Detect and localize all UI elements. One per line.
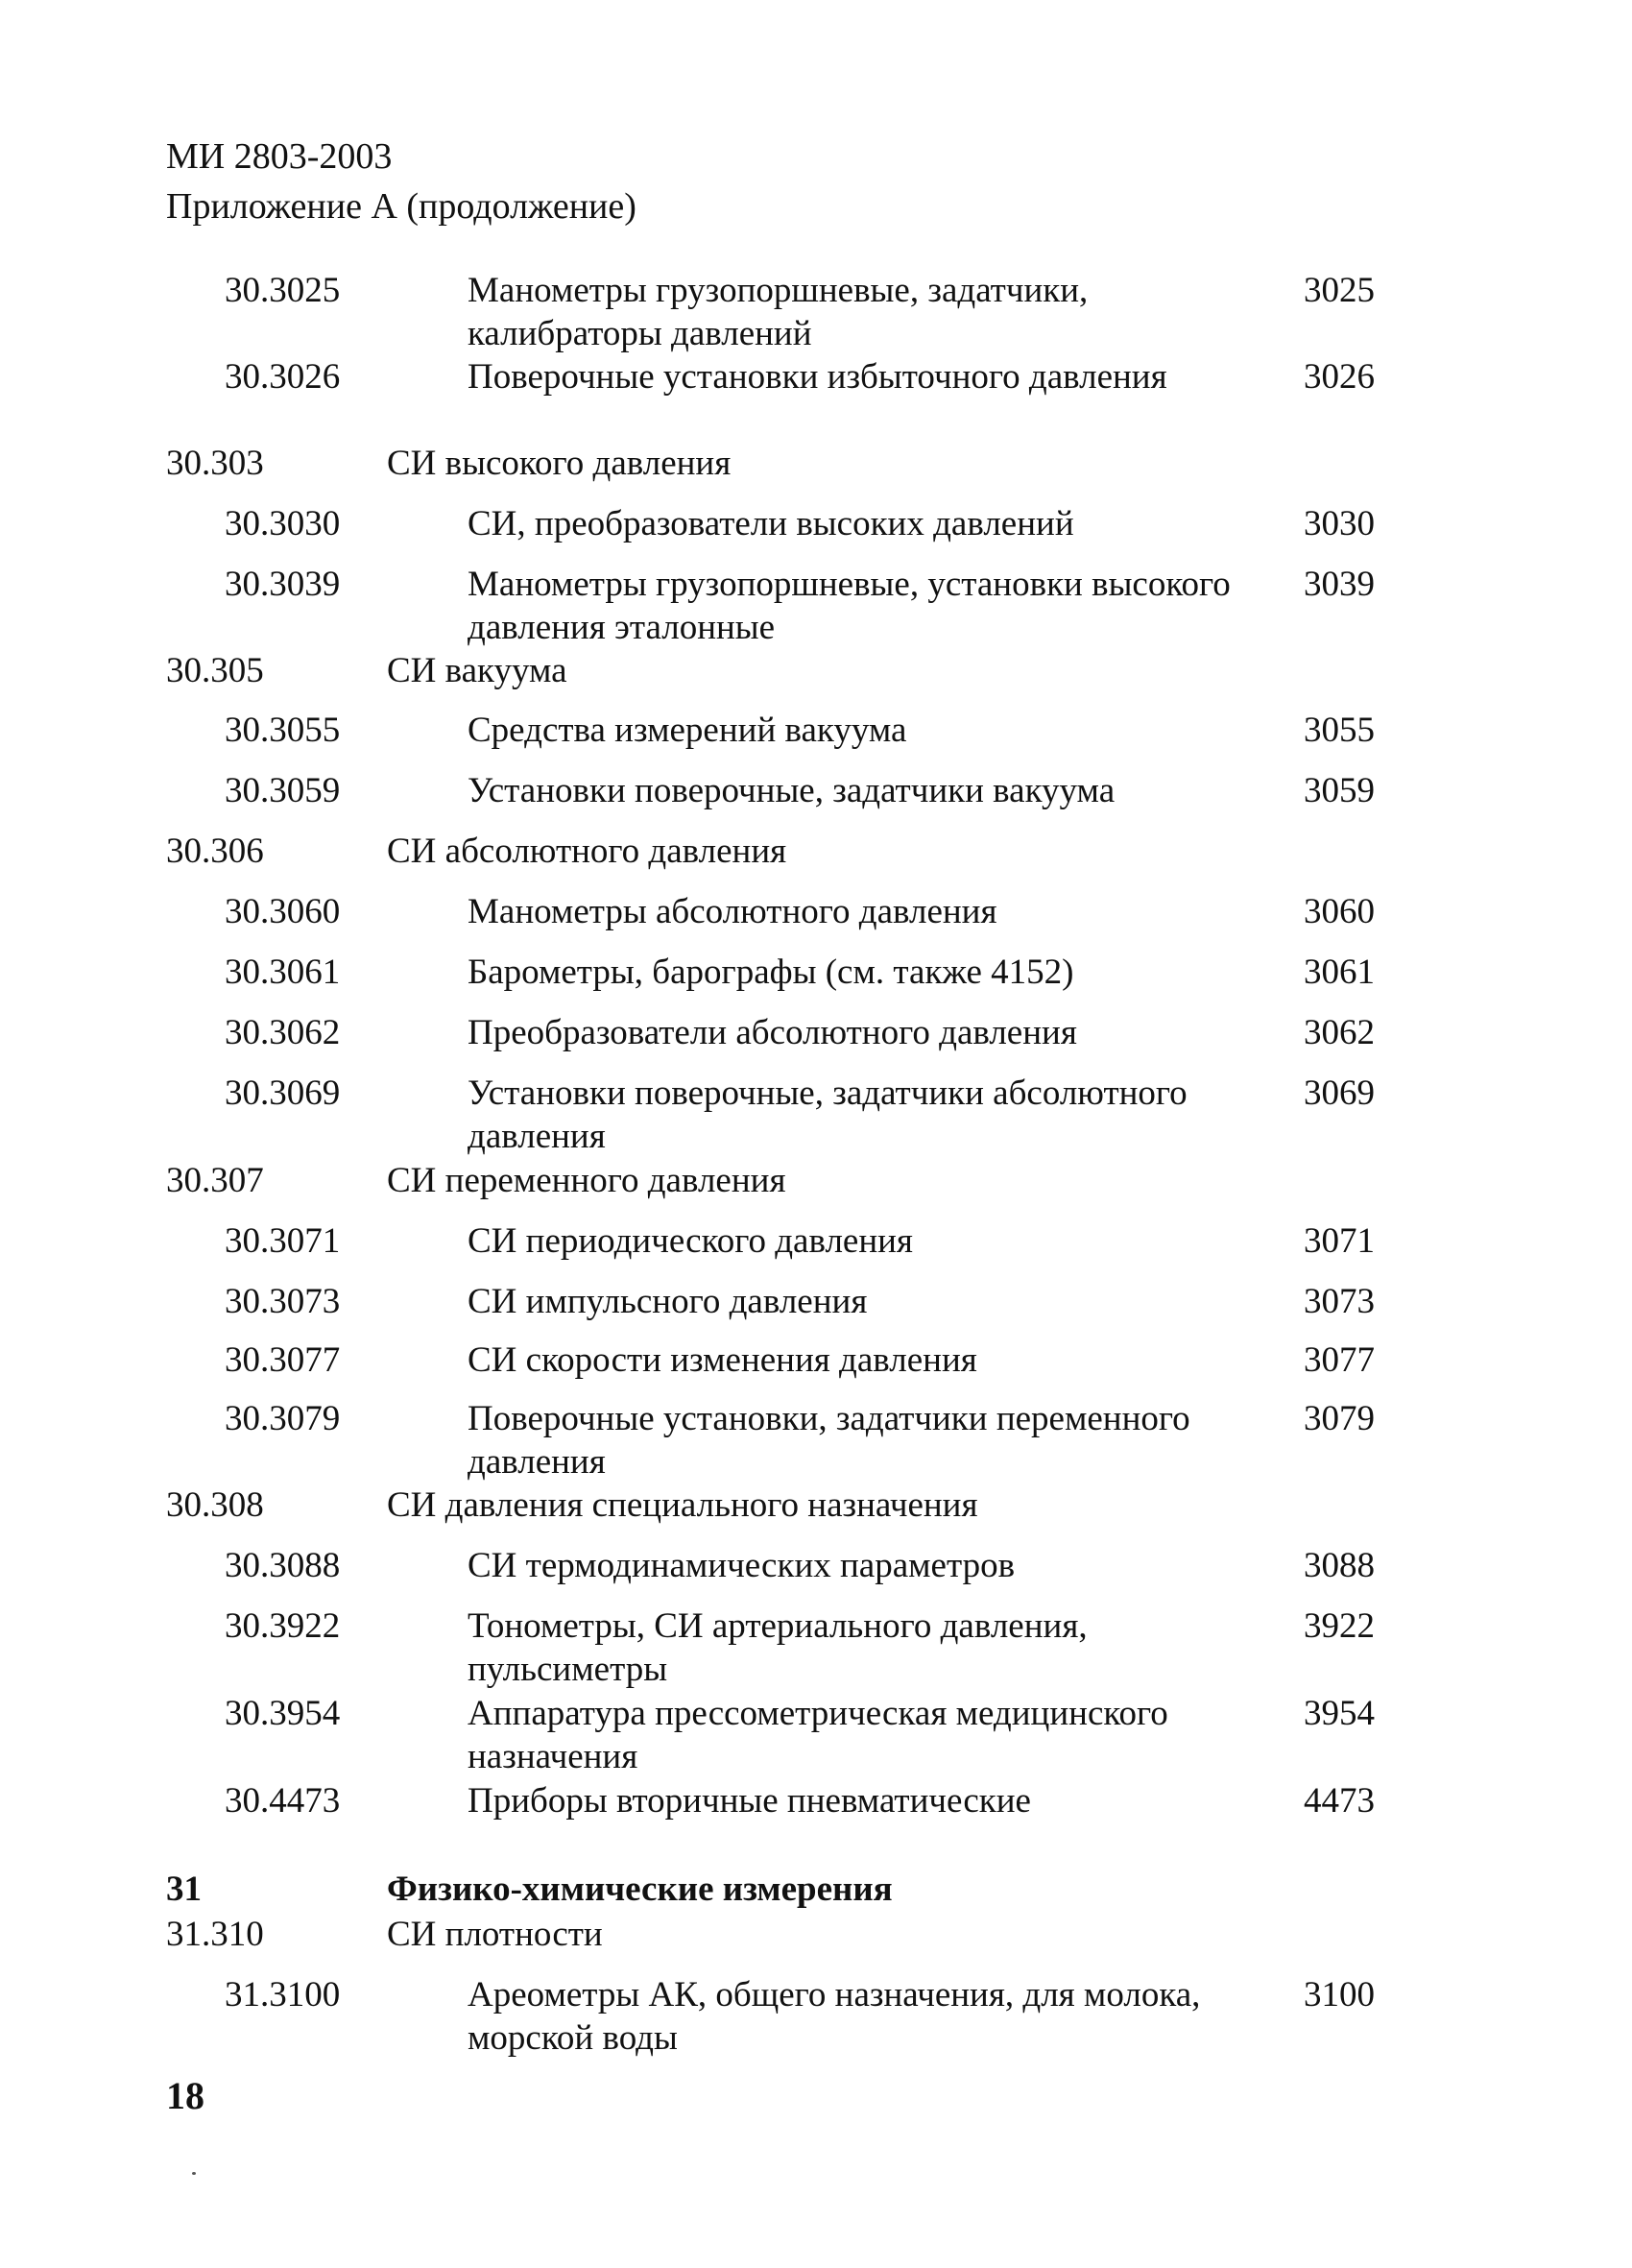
row-number: 3062 (1304, 1013, 1375, 1052)
row-number: 3030 (1304, 504, 1375, 543)
row-description: Поверочные установки избыточного давления (468, 357, 1167, 397)
row-description: СИ абсолютного давления (387, 832, 787, 871)
row-code: 30.3039 (225, 565, 341, 604)
document-code: МИ 2803-2003 (166, 136, 393, 177)
row-code: 30.3922 (225, 1606, 341, 1646)
row-number: 3069 (1304, 1074, 1375, 1113)
row-description: Тонометры, СИ артериального давления, пульсиметры (468, 1606, 1088, 1689)
row-code: 31.3100 (225, 1975, 341, 2015)
row-number: 3922 (1304, 1606, 1375, 1646)
row-description: Манометры абсолютного давления (468, 892, 997, 931)
row-description: СИ термодинамических параметров (468, 1546, 1016, 1585)
row-code: 30.305 (166, 651, 264, 690)
row-description: Барометры, барографы (см. также 4152) (468, 953, 1074, 992)
row-description: Преобразователи абсолютного давления (468, 1013, 1077, 1052)
row-number: 3060 (1304, 892, 1375, 931)
row-number: 3071 (1304, 1221, 1375, 1261)
row-description: Поверочные установки, задатчики переменного давления (468, 1399, 1190, 1482)
row-code: 30.3026 (225, 357, 341, 397)
row-code: 31.310 (166, 1915, 264, 1954)
scan-speck (192, 2172, 196, 2175)
page-number: 18 (166, 2074, 204, 2117)
row-code: 30.308 (166, 1485, 264, 1525)
row-description: Установки поверочные, задатчики вакуума (468, 771, 1116, 810)
row-description: СИ периодического давления (468, 1221, 913, 1261)
row-description: Манометры грузопоршневые, задатчики, калибраторы давлений (468, 271, 1089, 353)
row-number: 3079 (1304, 1399, 1375, 1438)
row-description: СИ плотности (387, 1915, 603, 1954)
row-code: 30.307 (166, 1161, 264, 1200)
appendix-subtitle: Приложение А (продолжение) (166, 186, 636, 227)
row-number: 4473 (1304, 1781, 1375, 1821)
row-description: СИ вакуума (387, 651, 567, 690)
row-code: 30.3069 (225, 1074, 341, 1113)
row-code: 30.3079 (225, 1399, 341, 1438)
row-number: 3100 (1304, 1975, 1375, 2015)
row-description: Физико-химические измерения (387, 1870, 893, 1909)
row-number: 3039 (1304, 565, 1375, 604)
row-number: 3055 (1304, 711, 1375, 750)
row-description: СИ импульсного давления (468, 1282, 868, 1321)
row-code: 30.3059 (225, 771, 341, 810)
row-code: 30.303 (166, 444, 264, 483)
row-number: 3077 (1304, 1340, 1375, 1380)
row-description: Манометры грузопоршневые, установки высокого давления эталонные (468, 565, 1231, 647)
row-code: 30.3071 (225, 1221, 341, 1261)
row-description: Средства измерений вакуума (468, 711, 907, 750)
row-code: 30.3055 (225, 711, 341, 750)
row-description: СИ высокого давления (387, 444, 732, 483)
row-number: 3026 (1304, 357, 1375, 397)
row-description: СИ скорости изменения давления (468, 1340, 977, 1380)
row-number: 3025 (1304, 271, 1375, 310)
row-code: 30.4473 (225, 1781, 341, 1821)
row-description: СИ давления специального назначения (387, 1485, 978, 1525)
row-code: 31 (166, 1870, 202, 1909)
row-number: 3061 (1304, 953, 1375, 992)
row-number: 3073 (1304, 1282, 1375, 1321)
row-code: 30.3088 (225, 1546, 341, 1585)
row-number: 3088 (1304, 1546, 1375, 1585)
row-description: Ареометры АК, общего назначения, для молока, морской воды (468, 1975, 1201, 2058)
row-code: 30.3073 (225, 1282, 341, 1321)
row-code: 30.3061 (225, 953, 341, 992)
row-description: СИ, преобразователи высоких давлений (468, 504, 1074, 543)
row-description: СИ переменного давления (387, 1161, 786, 1200)
row-description: Аппаратура прессометрическая медицинского назначения (468, 1694, 1168, 1776)
row-code: 30.3062 (225, 1013, 341, 1052)
row-number: 3954 (1304, 1694, 1375, 1733)
row-code: 30.3060 (225, 892, 341, 931)
row-code: 30.3077 (225, 1340, 341, 1380)
row-description: Установки поверочные, задатчики абсолютного давления (468, 1074, 1188, 1156)
row-number: 3059 (1304, 771, 1375, 810)
row-code: 30.3954 (225, 1694, 341, 1733)
row-description: Приборы вторичные пневматические (468, 1781, 1031, 1821)
row-code: 30.306 (166, 832, 264, 871)
row-code: 30.3030 (225, 504, 341, 543)
row-code: 30.3025 (225, 271, 341, 310)
